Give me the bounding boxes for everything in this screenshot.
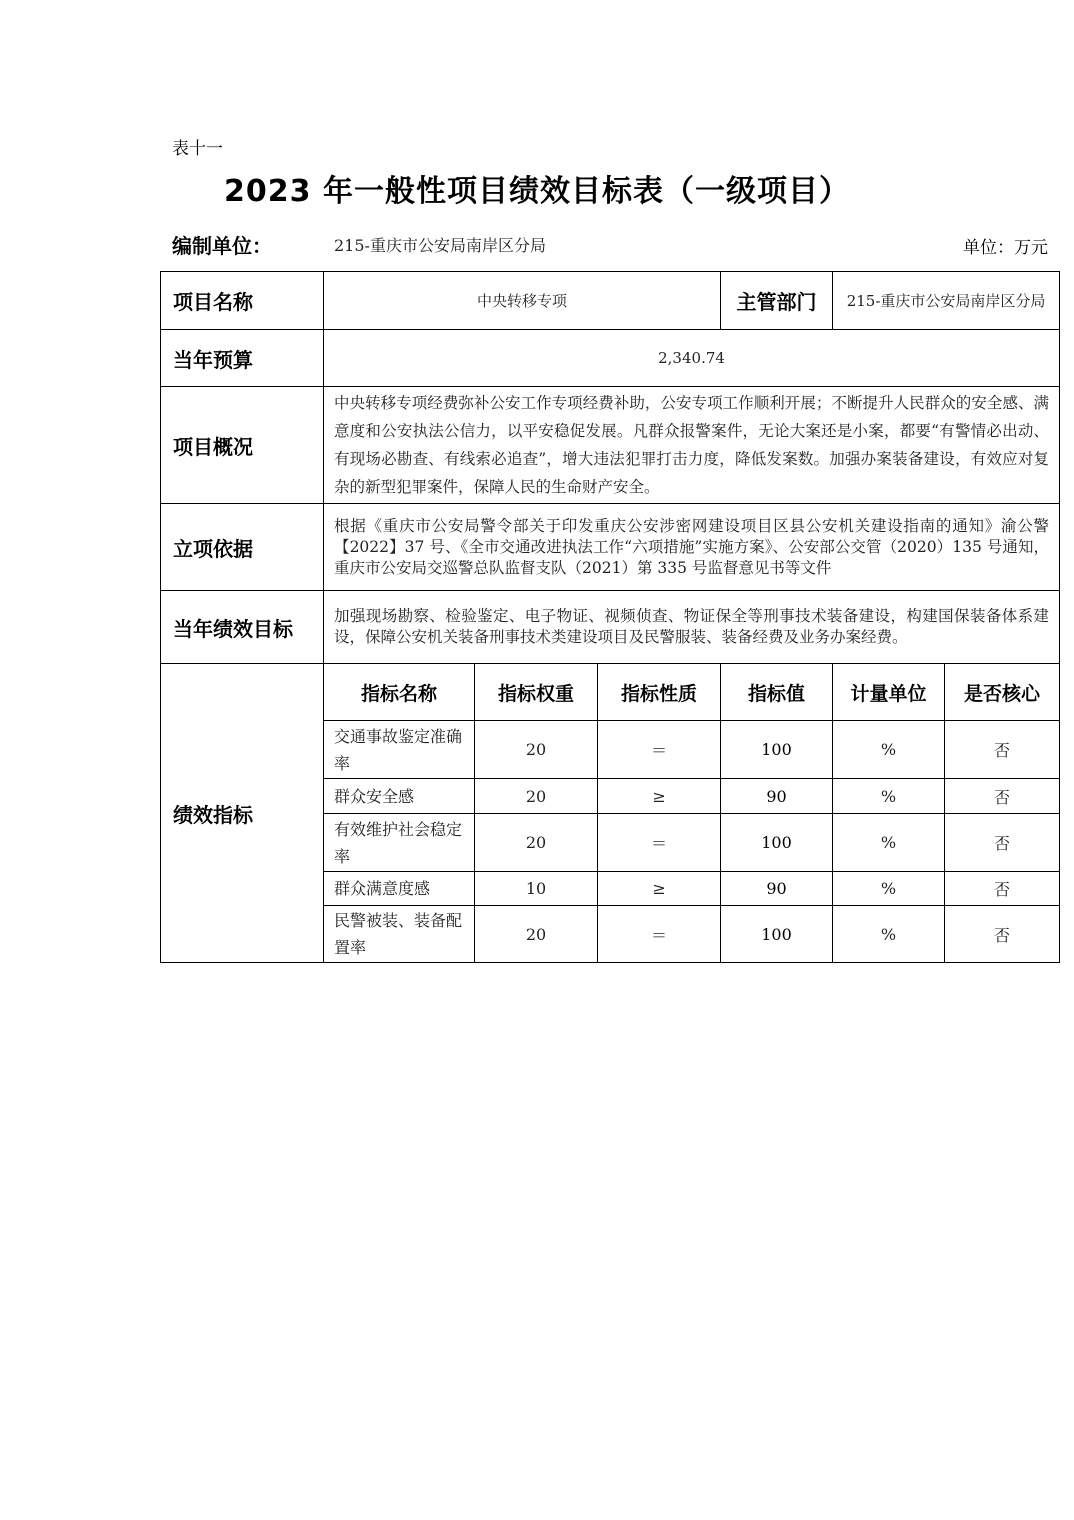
- header-indicator-value: 指标值: [721, 664, 833, 721]
- indicator-value: 90: [721, 872, 833, 906]
- compiler-label: 编制单位：: [172, 234, 272, 258]
- header-indicator-nature: 指标性质: [598, 664, 721, 721]
- overview-label: 项目概况: [161, 387, 324, 504]
- indicator-header-row: [161, 664, 1060, 721]
- goal-row: [161, 591, 1060, 664]
- dept-value: 215-重庆市公安局南岸区分局: [833, 272, 1060, 330]
- indicator-core: 否: [945, 872, 1060, 906]
- indicator-nature: ＝: [598, 721, 721, 779]
- indicator-value: 100: [721, 721, 833, 779]
- overview-text: 中央转移专项经费弥补公安工作专项经费补助，公安专项工作顺利开展；不断提升人民群众的安全感、满意度和公安执法公信力，以平安稳促发展。凡群众报警案件，无论大案还是小案，都要“有警情必出动、有现场必勘查、有线索必追查”，增大违法犯罪打击力度，降低发案数。加强办案装备建设，有效应对复杂的新型犯罪案件，保障人民的生命财产安全。: [324, 387, 1060, 504]
- document-title: 2023 年一般性项目绩效目标表（一级项目）: [224, 174, 850, 209]
- indicator-core: 否: [945, 721, 1060, 779]
- compiler-row: [172, 230, 1048, 258]
- indicators-label: 绩效指标: [161, 664, 324, 963]
- basis-row: [161, 504, 1060, 591]
- indicator-value: 90: [721, 779, 833, 814]
- indicator-core: 否: [945, 906, 1060, 963]
- basis-text: 根据《重庆市公安局警令部关于印发重庆公安涉密网建设项目区县公安机关建设指南的通知》渝公警【2022】37 号、《全市交通改进执法工作“六项措施”实施方案》、公安部公交管（2020）135 号通知，重庆市公安局交巡警总队监督支队（2021）第 335 号监督意见书等文件: [324, 504, 1060, 591]
- header-is-core: 是否核心: [945, 664, 1060, 721]
- indicator-name: 有效维护社会稳定率: [324, 814, 475, 872]
- indicator-unit: %: [833, 779, 945, 814]
- indicator-name: 群众满意度感: [324, 872, 475, 906]
- indicator-weight: 20: [475, 779, 598, 814]
- indicator-core: 否: [945, 779, 1060, 814]
- project-name-label: 项目名称: [161, 272, 324, 330]
- goal-label: 当年绩效目标: [161, 591, 324, 664]
- compiler-value: 215-重庆市公安局南岸区分局: [334, 236, 546, 255]
- indicator-unit: %: [833, 721, 945, 779]
- project-name-value: 中央转移专项: [324, 272, 721, 330]
- indicator-nature: ＝: [598, 906, 721, 963]
- budget-label: 当年预算: [161, 330, 324, 387]
- budget-value: 2,340.74: [324, 330, 1060, 387]
- indicator-name: 群众安全感: [324, 779, 475, 814]
- basis-label: 立项依据: [161, 504, 324, 591]
- indicator-nature: ≥: [598, 779, 721, 814]
- indicator-unit: %: [833, 872, 945, 906]
- indicator-nature: ≥: [598, 872, 721, 906]
- indicator-name: 民警被装、装备配置率: [324, 906, 475, 963]
- header-indicator-name: 指标名称: [324, 664, 475, 721]
- money-unit: 单位：万元: [963, 238, 1048, 258]
- table-number: 表十一: [172, 139, 223, 159]
- budget-row: [161, 330, 1060, 387]
- header-indicator-weight: 指标权重: [475, 664, 598, 721]
- header-measure-unit: 计量单位: [833, 664, 945, 721]
- indicator-weight: 20: [475, 814, 598, 872]
- indicator-weight: 20: [475, 906, 598, 963]
- indicator-nature: ＝: [598, 814, 721, 872]
- project-name-row: [161, 272, 1060, 330]
- indicator-weight: 20: [475, 721, 598, 779]
- indicator-unit: %: [833, 906, 945, 963]
- indicator-weight: 10: [475, 872, 598, 906]
- performance-table: [160, 271, 1060, 963]
- indicator-value: 100: [721, 814, 833, 872]
- dept-label: 主管部门: [721, 272, 833, 330]
- indicator-name: 交通事故鉴定准确率: [324, 721, 475, 779]
- goal-text: 加强现场勘察、检验鉴定、电子物证、视频侦查、物证保全等刑事技术装备建设，构建国保装备体系建设，保障公安机关装备刑事技术类建设项目及民警服装、装备经费及业务办案经费。: [324, 591, 1060, 664]
- indicator-unit: %: [833, 814, 945, 872]
- indicator-value: 100: [721, 906, 833, 963]
- overview-row: [161, 387, 1060, 504]
- indicator-core: 否: [945, 814, 1060, 872]
